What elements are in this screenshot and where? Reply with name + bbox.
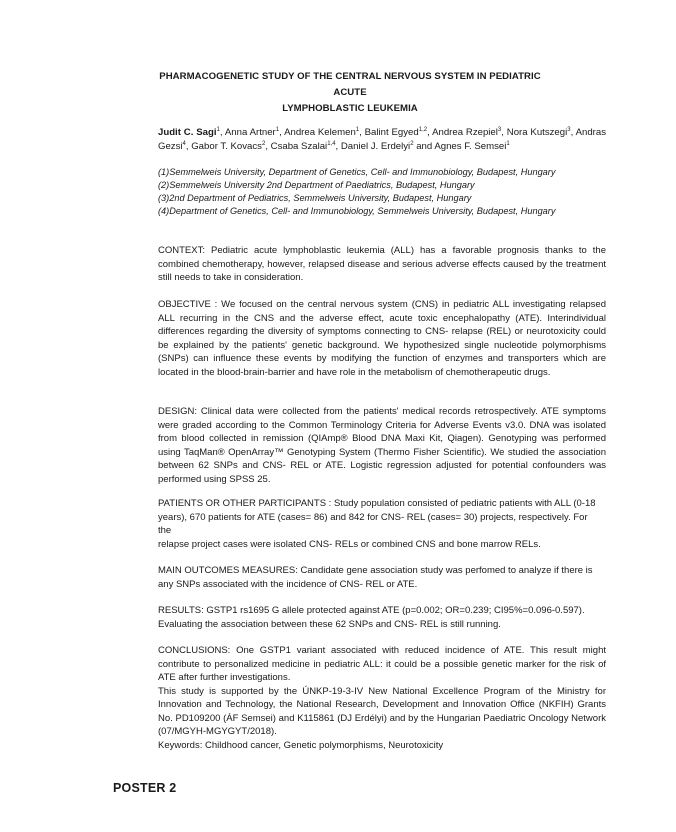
outcomes-line: MAIN OUTCOMES MEASURES: Candidate gene association study was perfomed to analyze if there is [158, 565, 593, 576]
author-name: Gabor T. Kovacs [191, 140, 262, 152]
author-name: Andrea Rzepiel [432, 127, 498, 138]
affiliation-marker: 3 [497, 126, 502, 133]
affiliation-marker: 3 [567, 126, 571, 133]
abstract-title [150, 69, 550, 117]
participants-line: years), 670 patients for ATE (cases= 86) and 842 for CNS- REL (cases= 30) projects, respectively. For [158, 511, 588, 523]
author-separator: , [219, 127, 225, 138]
affiliation-4: (4)Department of Genetics, Cell- and Immunobiology, Semmelweis University, Budapest, Hungary [158, 206, 556, 216]
participants-line: relapse project cases were isolated CNS- RELs or combined CNS and bone marrow RELs. [158, 538, 541, 550]
author-name: Andrea Kelemen [284, 127, 356, 138]
affiliation-marker: 2 [410, 140, 414, 147]
author-separator: , [501, 127, 507, 138]
affiliation-2: (2)Semmelweis University 2nd Department of Paediatrics, Budapest, Hungary [158, 180, 475, 190]
author-separator: , [335, 140, 341, 152]
design-section: DESIGN: Clinical data were collected from the patients' medical records retrospectively. ATE symptoms were graded according to the Common Terminology Criteria for Adverse Events v3.0. DNA was isolated from blood collected in remission (QIAmp® Blood DNA Maxi Kit, Qiagen). Genotyping was performed using TaqMan® OpenArray™ Genotyping System (Thermo Fisher Scientific). We studied the association between 62 SNPs and CNS- REL or ATE. Logistic regression adjusted for potential confounders was performed using SPSS 25. [158, 406, 606, 485]
affiliation-marker: 1 [216, 126, 220, 133]
affiliation-marker: 1 [275, 126, 280, 133]
objective-section: OBJECTIVE : We focused on the central nervous system (CNS) in pediatric ALL investigating relapsed ALL recurring in the CNS and the adverse effect, acute toxic encephalopathy (ATE). Interindividual differences regarding the diversity of symptoms connecting to CNS- relapse (REL) or neurotoxicity could be explained by the patients' genetic background. We hypothesized single nucleotide polymorphisms (SNPs) can influence these events by modifying the function of enzymes and transporters which are located in the blood-brain-barrier and have role in the metabolism of chemotherapeutic drugs. [158, 299, 606, 378]
results-line: RESULTS: GSTP1 rs1695 G allele protected against ATE (p=0.002; OR=0.239; CI95%=0.096-0.597). [158, 605, 585, 616]
affiliation-1: (1)Semmelweis University, Department of Genetics, Cell- and Immunobiology, Budapest, Hungary [158, 167, 556, 177]
affiliation-marker: 1 [506, 140, 510, 147]
participants-line: the [158, 525, 172, 536]
conclusions-section [158, 644, 606, 752]
context-section: CONTEXT: Pediatric acute lymphoblastic leukemia (ALL) has a favorable prognosis thanks to the combined chemotherapy, however, relapsed disease and serious adverse effects caused by the treatment still needs to take in consideration. [158, 245, 606, 283]
participants-section [158, 497, 606, 551]
results-line: Evaluating the association between these 62 SNPs and CNS- REL is still running. [158, 618, 501, 630]
author-list [158, 126, 606, 153]
author-name: Anna Artner [224, 127, 276, 138]
author-separator: , [570, 127, 576, 138]
affiliation-marker: 2 [261, 140, 266, 147]
affiliation-marker: 1,2 [418, 126, 428, 133]
author-name: Andras Gezsi [158, 127, 606, 152]
author-separator: , [279, 127, 285, 138]
affiliation-marker: 1 [355, 126, 360, 133]
affiliation-marker: 4 [182, 140, 186, 147]
poster-label: POSTER 2 [113, 781, 177, 795]
author-name: Balint Egyed [364, 127, 419, 138]
author-name: Judit C. Sagi [158, 127, 217, 138]
keywords: Keywords: Childhood cancer, Genetic polymorphisms, Neurotoxicity [158, 739, 444, 751]
author-separator: , [427, 127, 433, 138]
author-separator: and [413, 140, 435, 152]
participants-line: PATIENTS OR OTHER PARTICIPANTS : Study population consisted of pediatric patients with ALL (0-18 [158, 498, 596, 509]
funding-statement: This study is supported by the ÚNKP-19-3-IV New National Excellence Program of the Ministry for Innovation and Technology, the National Research, Development and Innovation Office (NKFIH) Grants No. PD109200 (ÁF Semsei) and K115861 (DJ Erdélyi) and by the Hungarian Paediatric Oncology Network (07/MGYH-MGYGYT/2018). [158, 685, 606, 737]
author-separator: , [265, 140, 271, 152]
author-name: Csaba Szalai [270, 140, 328, 152]
author-separator: , [359, 127, 365, 138]
author-name: Agnes F. Semsei [434, 140, 507, 152]
affiliation-marker: 1,4 [327, 140, 336, 147]
title-line-1: PHARMACOGENETIC STUDY OF THE CENTRAL NERVOUS SYSTEM IN PEDIATRIC ACUTE [159, 71, 541, 98]
conclusions-text: CONCLUSIONS: One GSTP1 variant associated with reduced incidence of ATE. This result might contribute to personalized medicine in pediatric ALL: it could be a possible genetic marker for the risk of ATE after further investigations. [158, 645, 606, 683]
outcomes-section [158, 564, 606, 591]
title-line-2: LYMPHOBLASTIC LEUKEMIA [282, 103, 418, 114]
author-name: Nora Kutszegi [506, 127, 568, 138]
affiliation-3: (3)2nd Department of Pediatrics, Semmelweis University, Budapest, Hungary [158, 193, 472, 203]
results-section [158, 604, 606, 631]
outcomes-line: any SNPs associated with the incidence of CNS- REL or ATE. [158, 578, 418, 590]
author-separator: , [185, 140, 192, 152]
author-name: Daniel J. Erdelyi [340, 140, 411, 152]
